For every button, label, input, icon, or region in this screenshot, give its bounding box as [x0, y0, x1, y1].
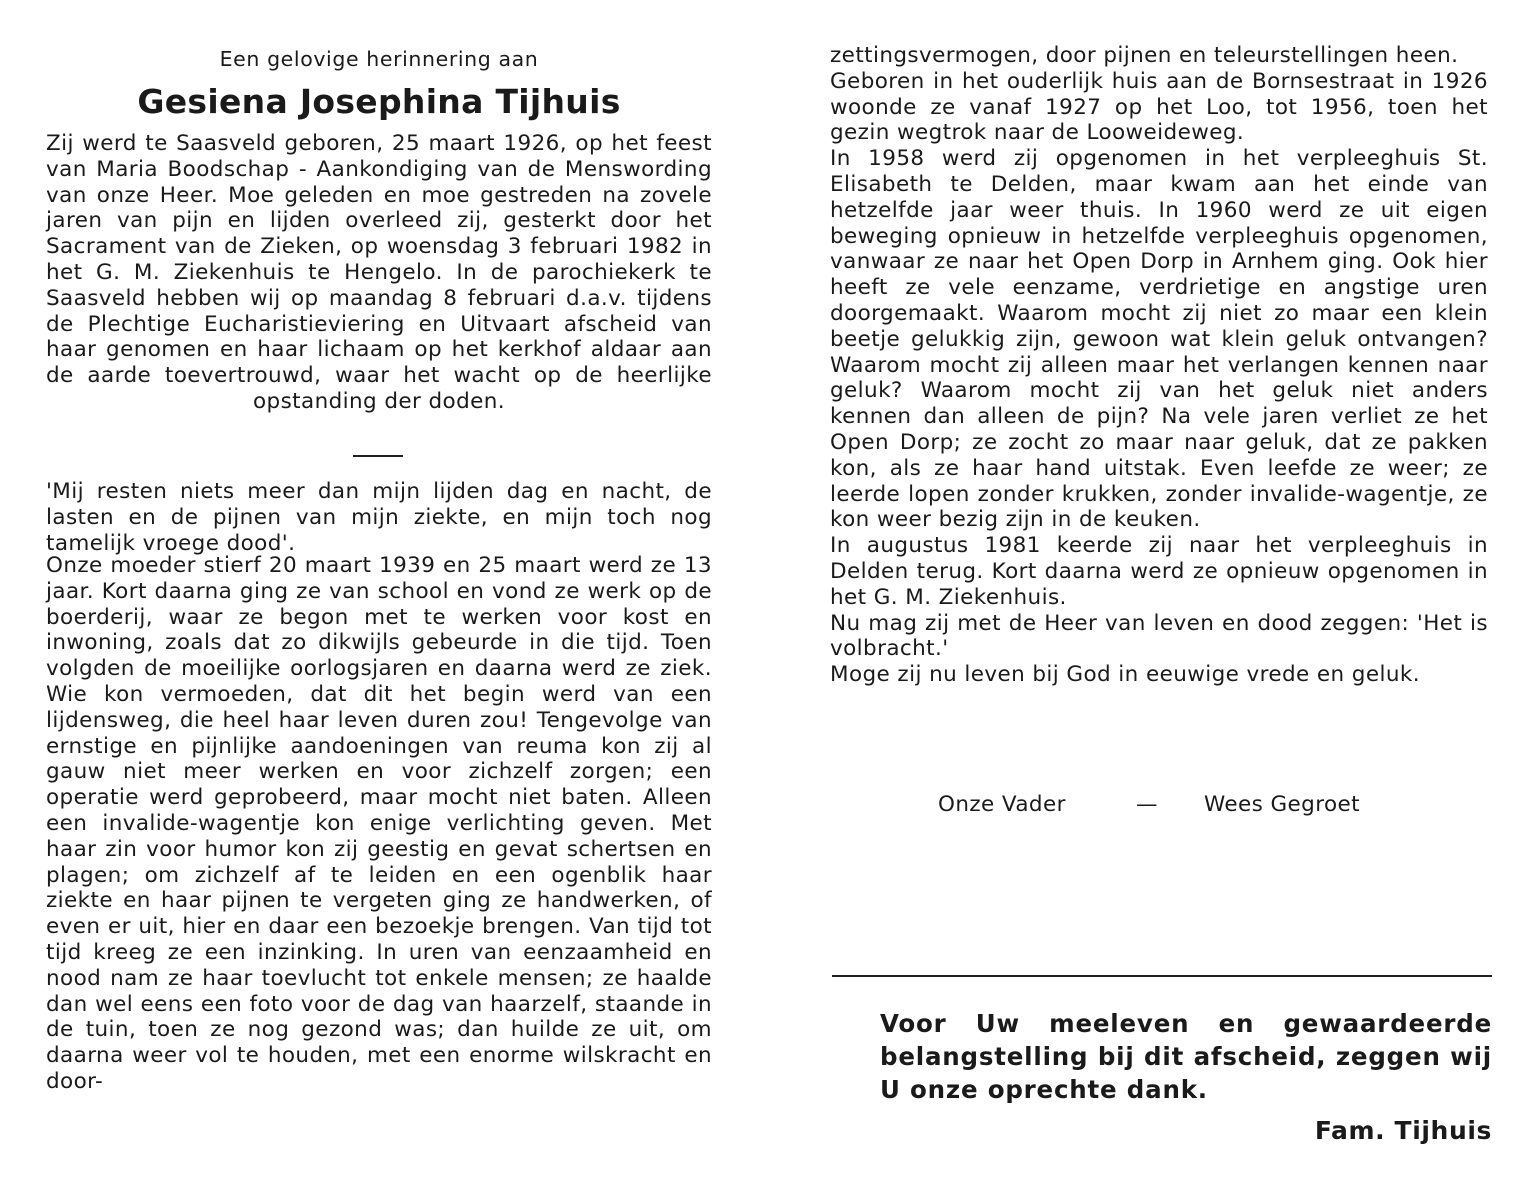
story-paragraph: In 1958 werd zij opgenomen in het verpleeghuis St. Elisabeth te Delden, maar kwam aan het einde van hetzelfde jaar weer thuis. In 1960 werd ze uit eigen beweging opnieuw in hetzelfde verpleeghuis opgenomen, vanwaar ze naar het Open Dorp in Arnhem ging. Ook hier heeft ze vele eenzame, verdrietige en angstige uren doorgemaakt. Waarom mocht zij niet zo maar een klein beetje gelukkig zijn, gewoon wat klein geluk ontvangen? Waarom mocht zij alleen maar het verlangen kennen naar geluk? Waarom mocht zij van het geluk niet anders kennen dan alleen de pijn? Na vele jaren verliet ze het Open Dorp; ze zocht zo maar naar geluk, dat ze pakken kon, als ze haar hand uitstak. Even leefde ze weer; ze leerde lopen zonder krukken, zonder invalide-wagentje, ze kon weer bezig zijn in de keuken.	[830, 146, 1488, 533]
life-story-paragraph: Onze moeder stierf 20 maart 1939 en 25 maart werd ze 13 jaar. Kort daarna ging ze van school en vond ze werk op de boerderij, waar ze begon met te werken voor kost en inwoning, zoals dat zo dikwijls gebeurde in die tijd. Toen volgden de moeilijke oorlogsjaren en daarna werd ze ziek. Wie kon vermoeden, dat dit het begin werd van een lijdensweg, die heel haar leven duren zou! Tengevolge van ernstige en pijnlijke aandoeningen van reuma kon zij al gauw niet meer werken en voor zichzelf zorgen; een operatie werd geprobeerd, maar mocht niet baten. Alleen een invalide-wagentje kon enige verlichting geven. Met haar zin voor humor kon zij geestig en gevat schertsen en plagen; om zichzelf af te leiden en een ogenblik haar ziekte en haar pijnen te vergeten ging ze handwerken, of even er uit, hier en daar een bezoekje brengen. Van tijd tot tijd kreeg ze een inzinking. In uren van eenzaamheid en nood nam ze haar toevlucht tot enkele mensen; ze haalde dan wel eens een foto voor de dag van haarzelf, staande in de tuin, toen ze nog gezond was; dan huilde ze uit, om daarna weer vol te houden, met een enorme wilskracht en door-	[46, 553, 712, 1094]
quote-paragraph: 'Mij resten niets meer dan mijn lijden dag en nacht, de lasten en de pijnen van mijn ziekte, en mijn toch nog tamelijk vroege dood'.	[46, 479, 712, 556]
biography-paragraph: Zij werd te Saasveld geboren, 25 maart 1926, op het feest van Maria Boodschap - Aankondiging van de Menswording van onze Heer. Moe geleden en moe gestreden na zovele jaren van pijn en lijden overleed zij, gesterkt door het Sacrament van de Zieken, op woensdag 3 februari 1982 in het G. M. Ziekenhuis te Hengelo. In de parochiekerk te Saasveld hebben wij op maandag 8 februari d.a.v. tijdens de Plechtige Eucharistieviering en Uitvaart afscheid van haar genomen en haar lichaam op het kerkhof aldaar aan de aarde toevertrouwd, waar het wacht op de heerlijke opstanding der doden.	[46, 131, 712, 414]
story-paragraph: zettingsvermogen, door pijnen en teleurstellingen heen.	[830, 43, 1459, 68]
section-divider	[353, 455, 403, 457]
story-paragraph: Geboren in het ouderlijk huis aan de Bornsestraat in 1926 woonde ze vanaf 1927 op het Loo, tot 1956, toen het gezin wegtrok naar de Looweideweg.	[830, 68, 1488, 146]
intro-line: Een gelovige herinnering aan	[219, 47, 539, 71]
family-signature: Fam. Tijhuis	[1314, 1116, 1492, 1145]
horizontal-rule	[832, 975, 1492, 977]
story-paragraph: Moge zij nu leven bij God in eeuwige vrede en geluk.	[830, 662, 1420, 688]
thank-you-note: Voor Uw meeleven en gewaardeerde belangstelling bij dit afscheid, zeggen wij U onze oprechte dank.	[880, 1009, 1492, 1104]
prayer-hail-mary: Wees Gegroet	[1204, 792, 1361, 817]
story-paragraph: In augustus 1981 keerde zij naar het verpleeghuis in Delden terug. Kort daarna werd ze opnieuw opgenomen in het G. M. Ziekenhuis.	[830, 533, 1488, 610]
prayer-our-father: Onze Vader	[938, 792, 1066, 817]
prayer-line	[830, 792, 1488, 820]
story-paragraph: Nu mag zij met de Heer van leven en dood zeggen: 'Het is volbracht.'	[830, 610, 1488, 662]
prayer-separator: —	[1136, 792, 1158, 817]
life-story-continued	[830, 43, 1488, 688]
deceased-name: Gesiena Josephina Tijhuis	[137, 82, 621, 121]
